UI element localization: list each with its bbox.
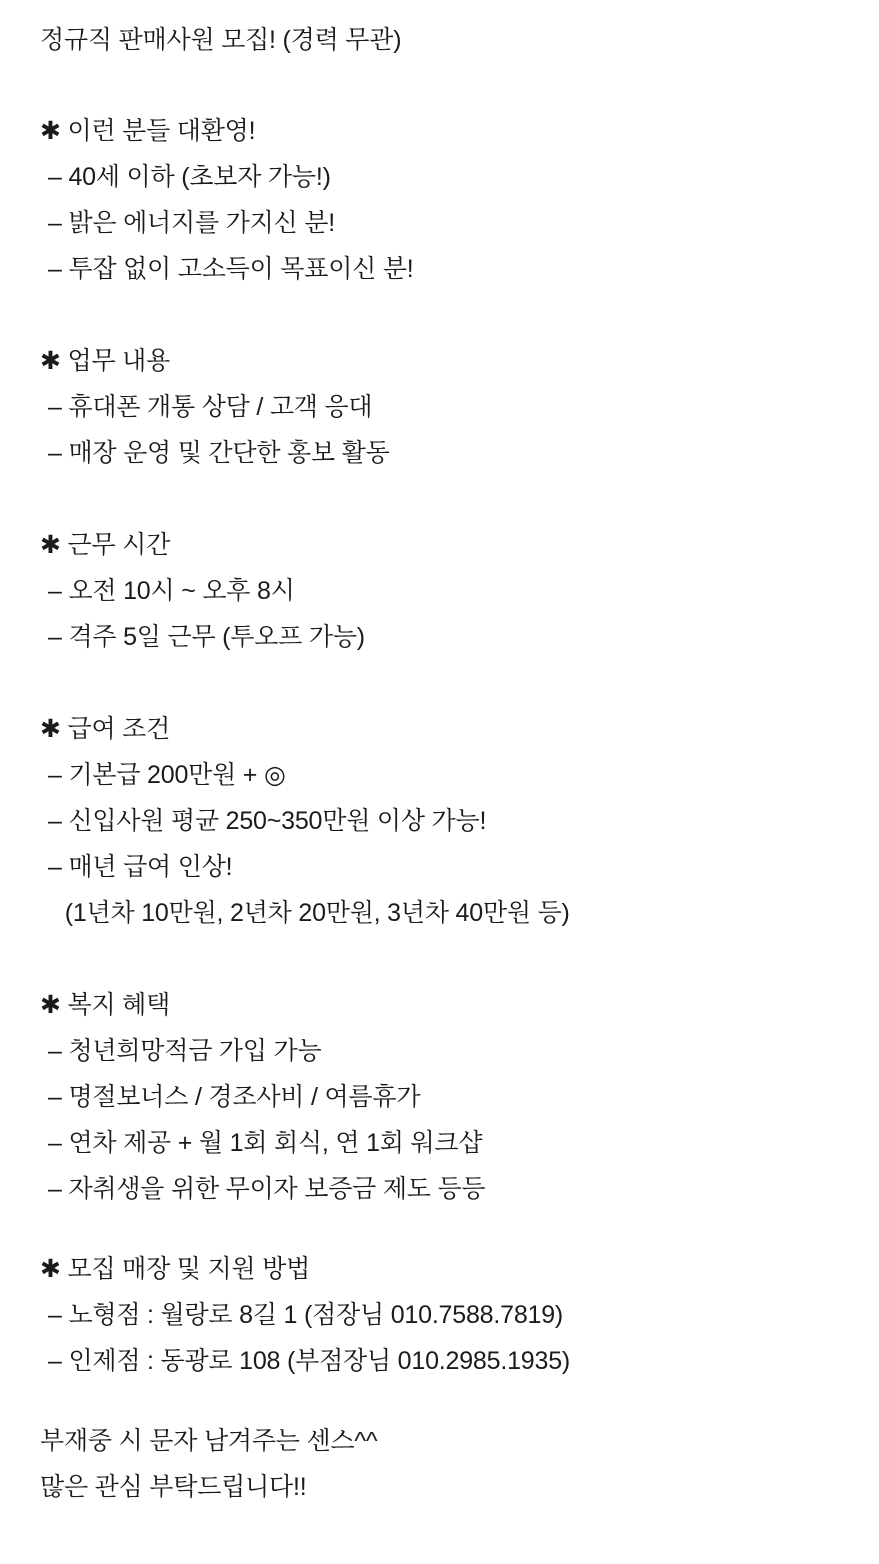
section-benefits [40, 982, 839, 1212]
section-line: – 자취생을 위한 무이자 보증금 제도 등등 [48, 1175, 486, 1203]
section-salary [40, 706, 839, 936]
closing-line: 많은 관심 부탁드립니다!! [40, 1473, 307, 1501]
spacer [40, 1212, 839, 1246]
section-line: (1년차 10만원, 2년차 20만원, 3년차 40만원 등) [58, 899, 570, 927]
spacer [40, 292, 839, 338]
section-line: – 인제점 : 동광로 108 (부점장님 010.2985.1935) [48, 1347, 571, 1375]
posting-title: 정규직 판매사원 모집! (경력 무관) [40, 26, 402, 54]
section-heading: ✱ 업무 내용 [40, 347, 171, 375]
spacer [40, 936, 839, 982]
section-line: – 청년희망적금 가입 가능 [48, 1037, 322, 1065]
section-line: – 연차 제공 + 월 1회 회식, 연 1회 워크샵 [48, 1129, 483, 1157]
section-heading: ✱ 이런 분들 대환영! [40, 117, 256, 145]
job-posting-text [40, 18, 839, 1510]
section-line: – 투잡 없이 고소득이 목표이신 분! [48, 255, 414, 283]
section-locations [40, 1246, 839, 1384]
section-line: – 밝은 에너지를 가지신 분! [48, 209, 335, 237]
section-heading: ✱ 급여 조건 [40, 715, 171, 743]
section-line: – 노형점 : 월랑로 8길 1 (점장님 010.7588.7819) [48, 1301, 564, 1329]
section-line: – 신입사원 평균 250~350만원 이상 가능! [48, 807, 487, 835]
section-line: – 격주 5일 근무 (투오프 가능) [48, 623, 365, 651]
closing-note [40, 1418, 839, 1510]
spacer [40, 660, 839, 706]
section-line: – 40세 이하 (초보자 가능!) [48, 163, 331, 191]
closing-line: 부재중 시 문자 남겨주는 센스^^ [40, 1427, 378, 1455]
section-line: – 오전 10시 ~ 오후 8시 [48, 577, 295, 605]
section-line: – 명절보너스 / 경조사비 / 여름휴가 [48, 1083, 421, 1111]
spacer [40, 62, 839, 108]
section-heading: ✱ 복지 혜택 [40, 991, 171, 1019]
section-line: – 매장 운영 및 간단한 홍보 활동 [48, 439, 390, 467]
section-line: – 휴대폰 개통 상담 / 고객 응대 [48, 393, 373, 421]
section-line: – 기본급 200만원 + ◎ [48, 761, 286, 789]
section-duties [40, 338, 839, 476]
spacer [40, 476, 839, 522]
section-hours [40, 522, 839, 660]
section-heading: ✱ 근무 시간 [40, 531, 171, 559]
section-heading: ✱ 모집 매장 및 지원 방법 [40, 1255, 311, 1283]
section-line: – 매년 급여 인상! [48, 853, 233, 881]
spacer [40, 1384, 839, 1418]
section-welcome [40, 108, 839, 292]
